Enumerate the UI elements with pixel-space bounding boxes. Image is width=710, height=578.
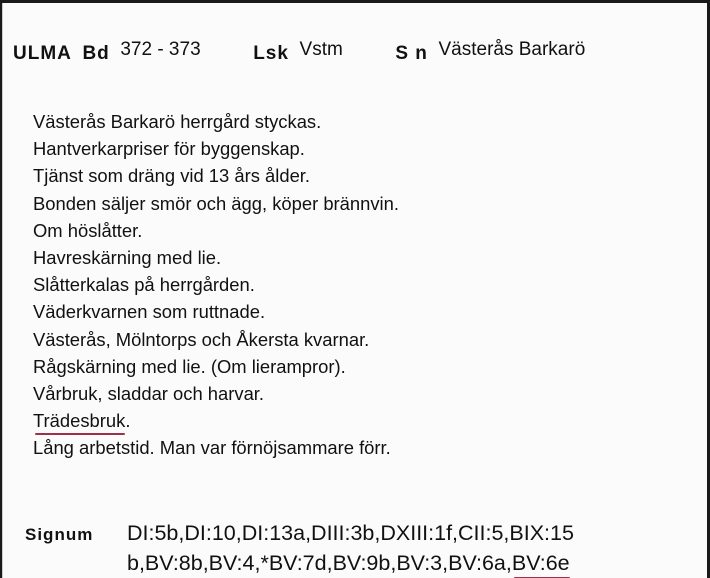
topic-line: Hantverkarpriser för byggenskap. bbox=[33, 138, 305, 160]
topic-list bbox=[33, 108, 399, 462]
lsk-label: Lsk bbox=[253, 43, 289, 64]
underlined-topic: Trädesbruk bbox=[33, 410, 126, 432]
bd-value: 372 - 373 bbox=[120, 39, 201, 60]
signum-code-underlined: BV:6e bbox=[511, 551, 570, 575]
topic-line: Vårbruk, sladdar och harvar. bbox=[33, 383, 265, 405]
topic-line: Om höslåtter. bbox=[33, 219, 143, 241]
sn-value: Västerås Barkarö bbox=[438, 39, 586, 60]
topic-line: Havreskärning med lie. bbox=[33, 247, 222, 269]
topic-line: Lång arbetstid. Man var förnöjsammare förr. bbox=[33, 437, 391, 459]
bd-label: Bd bbox=[82, 43, 110, 64]
topic-line: Tjänst som dräng vid 13 års ålder. bbox=[33, 165, 311, 187]
signum-codes-main: DI:5b,DI:10,DI:13a,DIII:3b,DXIII:1f,CII:5,BIX:15 b,BV:8b,BV:4,*BV:7d,BV:9b,BV:3,BV:6a, bbox=[127, 521, 574, 575]
topic-line-underlined bbox=[33, 407, 399, 434]
topic-line: Västerås, Mölntorps och Åkersta kvarnar. bbox=[33, 328, 370, 350]
topic-line: Västerås Barkarö herrgård styckas. bbox=[33, 111, 322, 132]
archive-card bbox=[2, 3, 707, 578]
sn-label: S n bbox=[395, 43, 428, 64]
card-header bbox=[13, 39, 586, 65]
signum-codes bbox=[127, 518, 702, 578]
archive-label: ULMA bbox=[13, 43, 72, 64]
lsk-value: Vstm bbox=[299, 39, 343, 60]
topic-line: Bonden säljer smör och ägg, köper brännvin. bbox=[33, 192, 399, 214]
topic-line: Rågskärning med lie. (Om lierampror). bbox=[33, 355, 346, 377]
signum-label: Signum bbox=[25, 525, 94, 544]
topic-line: Slåtterkalas på herrgården. bbox=[33, 274, 255, 296]
topic-line: Väderkvarnen som ruttnade. bbox=[33, 301, 266, 323]
topic-period: . bbox=[125, 410, 131, 432]
